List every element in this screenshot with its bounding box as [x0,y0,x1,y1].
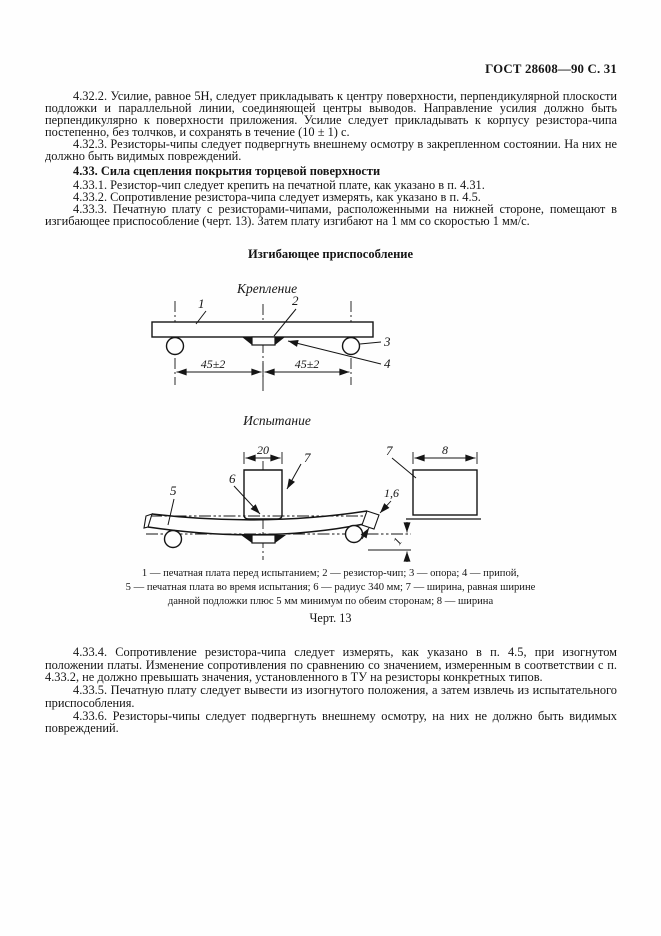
paragraph-4-33-3: 4.33.3. Печатную плату с резисторами-чипами, расположенными на нижней стороне, помещают в изгибающее приспособление (черт. 13). Затем плату изгибают на 1 мм со скоростью 1 мм/с. [45,202,617,229]
bent-board-bottom-surface [148,524,364,535]
callout-6-label: 6 [229,471,236,486]
pusher-side-view [413,470,477,515]
mounting-diagram [152,281,391,391]
dimension-pusher-width-label: 20 [257,443,269,457]
leader-line-3 [360,342,381,344]
mounting-diagram-label: Крепление [237,281,298,296]
pcb-board [152,322,373,337]
solder-fillet-left [242,337,252,345]
figure-title: Изгибающее приспособление [247,247,414,261]
paragraph-4-32-3: 4.32.3. Резисторы-чипы следует подвергнуть внешнему осмотру в закрепленном состоянии. На них не должно быть видимых повреждений. [45,136,617,163]
leader-line-7-side [392,458,416,478]
callout-1-label: 1 [198,296,205,311]
paragraph-4-32-2: 4.32.2. Усилие, равное 5Н, следует прикладывать к центру поверхности, перпендикулярной плоскости подложки и параллельной линии, соединяющей центры выводов. Направление усилия должно быть перпендикулярно к поверхности приложения. Усилие следует прикладывать к корпусу резистора-чипа постепенно, без толчков, и сохранять в течение (10 ± 1) с. [45,89,617,139]
callout-7-side-label: 7 [386,443,393,458]
paragraph-4-33-6: 4.33.6. Резисторы-чипы следует подвергнуть внешнему осмотру, на них не должно быть видимых повреждений. [45,708,617,736]
callout-7-front-label: 7 [304,450,311,465]
bending-pusher [244,470,282,519]
paragraph-4-33-2: 4.33.2. Сопротивление резистора-чипа следует измерять, как указано в п. 4.5. [73,190,481,205]
support-roller-left-test [165,531,182,548]
leader-line-7-front [287,464,301,489]
callout-2-label: 2 [292,293,299,308]
paragraph-4-33-4: 4.33.4. Сопротивление резистора-чипа следует измерять, как указано в п. 4.5, при изогнутом положении платы. Изменение сопротивления по сравнению со значением, измеренным в соответствии с п. 4.33.2, не должно превышать значения, установленного в ТУ на резисторы конкретных типов. [45,645,617,685]
testing-diagram-label: Испытание [243,413,311,428]
callout-3-label: 3 [384,334,391,349]
resistor-chip [252,337,275,345]
leader-line-5 [168,499,174,525]
support-roller-left [167,338,184,355]
board-end-cap-right [362,511,379,529]
caption-line-1: 1 — печатная плата перед испытанием; 2 — резистор-чип; 3 — опора; 4 — припой, [141,568,520,579]
figure-caption [0,567,661,608]
support-roller-right-test [346,526,363,543]
callout-4-label: 4 [384,356,391,371]
dimension-deflection-label: 1 [389,534,405,548]
page-header: ГОСТ 28608—90 С. 31 [485,62,617,76]
lower-text-block [45,646,617,735]
caption-line-3: данной подложки плюс 5 мм минимум по обеим сторонам; 8 — ширина [167,595,494,607]
paragraph-4-33-5: 4.33.5. Печатную плату следует вывести из изогнутого положения, а затем извлечь из испытательного приспособления. [45,683,617,710]
dimension-left-span-label: 45±2 [200,357,226,371]
paragraph-4-33-1: 4.33.1. Резистор-чип следует крепить на печатной плате, как указано в п. 4.31. [73,178,485,193]
resistor-chip-test [252,535,275,543]
callout-5-label: 5 [170,483,177,498]
figure-number: Черт. 13 [309,611,352,625]
board-end-cap-left [144,514,152,528]
testing-diagram [144,413,481,562]
dimension-thickness-label: 1,6 [384,486,399,500]
dimension-right-span-label: 45±2 [294,357,320,371]
thickness-arrow-top [380,501,391,513]
solder-fillet-left-test [241,535,252,543]
support-roller-right [343,338,360,355]
figure-13-drawing [0,273,661,565]
solder-fillet-right [275,337,285,345]
caption-line-2: 5 — печатная плата во время испытания; 6 — радиус 340 мм; 7 — ширина, равная ширине [125,581,536,593]
dimension-side-width-label: 8 [442,443,448,457]
upper-text-block [45,91,617,228]
solder-fillet-right-test [275,535,286,543]
heading-4-33: 4.33. Сила сцепления покрытия торцевой поверхности [73,164,381,179]
